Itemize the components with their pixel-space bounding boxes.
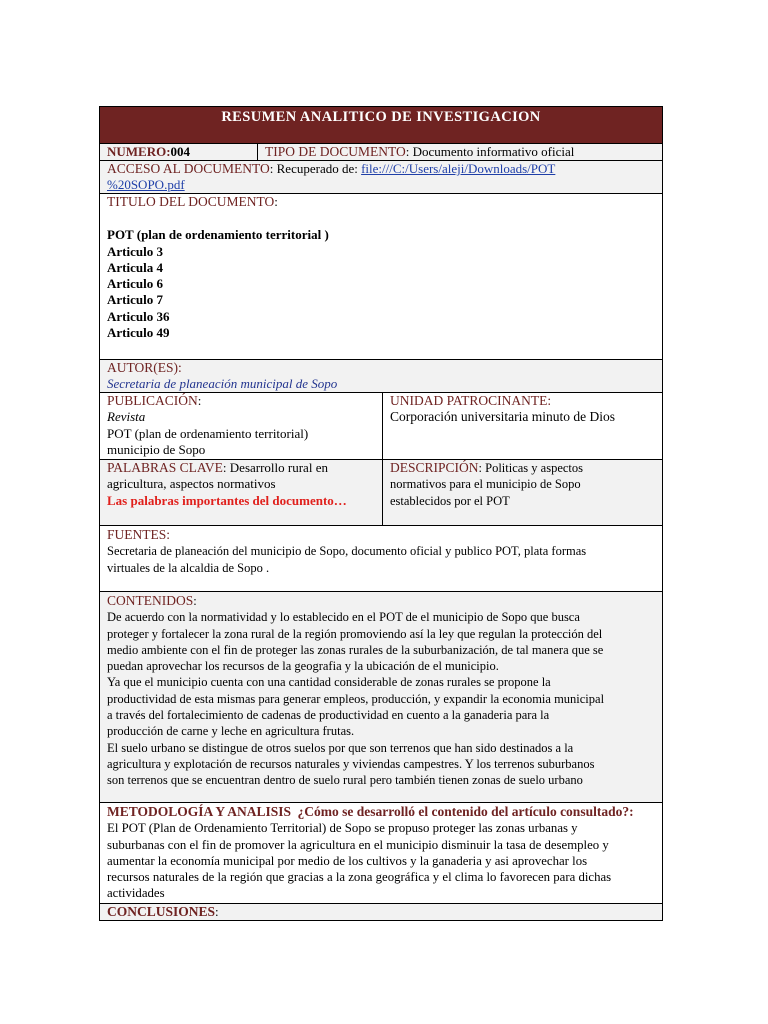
acceso-row — [99, 161, 663, 194]
contenidos-line: son terrenos que se encuentran dentro de suelo rural pero también tienen zonas de suelo urbano — [107, 773, 583, 788]
tipo-value: : Documento informativo oficial — [405, 144, 575, 159]
fuentes-row: FUENTES: Secretaria de planeación del municipio de Sopo, documento oficial y publico POT, plata formas virtuales de la alcaldia de Sopo . — [99, 526, 663, 592]
metodologia-question: ¿Cómo se desarrolló el contenido del artículo consultado?: — [297, 804, 634, 819]
numero-cell — [100, 144, 258, 160]
publicacion-line: municipio de Sopo — [107, 441, 206, 457]
palabras-cell: PALABRAS CLAVE: Desarrollo rural en agricultura, aspectos normativos Las palabras importantes del documento… — [100, 460, 383, 525]
palabras-label: PALABRAS CLAVE — [107, 460, 223, 475]
metodologia-line: actividades — [107, 886, 165, 901]
numero-value: 004 — [170, 144, 191, 159]
contenidos-line: productividad de esta mismas para generar empleos, producción, y expandir la economia municipal — [107, 691, 605, 706]
autor-row — [99, 360, 663, 393]
acceso-label: ACCESO AL DOCUMENTO — [107, 161, 270, 176]
tipo-label: TIPO DE DOCUMENTO — [265, 144, 406, 159]
contenidos-label: CONTENIDOS — [107, 593, 194, 608]
publicacion-line: POT (plan de ordenamiento territorial) — [107, 425, 309, 441]
unidad-cell — [383, 393, 662, 459]
descripcion-cell: DESCRIPCIÓN: Politicas y aspectos normativos para el municipio de Sopo establecidos por el POT — [390, 460, 584, 508]
conclusiones-label: CONCLUSIONES — [107, 904, 216, 919]
autor-value: Secretaria de planeación municipal de Sopo — [107, 376, 338, 392]
document-header — [99, 106, 663, 144]
numero-tipo-row — [99, 144, 663, 161]
unidad-value: Corporación universitaria minuto de Dios — [390, 409, 615, 425]
metodologia-label: METODOLOGÍA Y ANALISIS — [107, 804, 292, 819]
titulo-line: POT (plan de ordenamiento territorial ) — [107, 227, 329, 243]
publicacion-label: PUBLICACIÓN — [107, 393, 198, 408]
publicacion-cell: PUBLICACIÓN: Revista POT (plan de ordenamiento territorial) municipio de Sopo — [100, 393, 383, 459]
document-title: RESUMEN ANALITICO DE INVESTIGACION — [221, 109, 541, 125]
unidad-label: UNIDAD PATROCINANTE: — [390, 393, 552, 408]
titulo-line: Articula 4 — [107, 259, 163, 275]
titulo-line: Articulo 7 — [107, 292, 163, 308]
titulo-label: TITULO DEL DOCUMENTO — [107, 194, 275, 209]
tipo-cell — [258, 144, 662, 160]
numero-label: NUMERO: — [107, 144, 171, 159]
metodologia-line: aumentar la economía municipal por medio de los cultivos y la ganaderia y asi aprovechar los — [107, 853, 588, 868]
contenidos-line: medio ambiente con el fin de proteger las zonas rurales de la suburbanización, de tal manera que se — [107, 642, 604, 657]
publicacion-unidad-row — [99, 393, 663, 460]
titulo-line: Articulo 6 — [107, 276, 163, 292]
contenidos-line: El suelo urbano se distingue de otros suelos por que son terrenos que han sido destinados a la — [107, 740, 574, 755]
contenidos-line: proteger y fortalecer la zona rural de la región promoviendo así la ley que regulan la protección del — [107, 626, 603, 641]
titulo-line: Articulo 3 — [107, 243, 163, 259]
metodologia-line: suburbanas con el fin de promover la agricultura en el municipio disminuir la tasa de desempleo y — [107, 837, 609, 852]
fuentes-label: FUENTES: — [107, 527, 171, 542]
metodologia-line: El POT (Plan de Ordenamiento Territorial) de Sopo se propuso proteger las zonas urbanas y — [107, 821, 578, 836]
titulo-line: Articulo 36 — [107, 308, 170, 324]
autor-label: AUTOR(ES): — [107, 360, 182, 375]
palabras-descripcion-row — [99, 460, 663, 526]
rai-document — [99, 106, 663, 921]
contenidos-line: producción de carne y leche en agricultura frutas. — [107, 724, 355, 739]
contenidos-line: puedan aprovechar los recursos de la geografia y la ubicación de el municipio. — [107, 659, 499, 674]
metodologia-row — [99, 803, 663, 904]
contenidos-line: a través del fortalecimiento de cadenas de productividad en cuento a la ganaderia para la — [107, 708, 550, 723]
titulo-line: Articulo 49 — [107, 325, 170, 341]
descripcion-label: DESCRIPCIÓN — [390, 460, 479, 475]
titulo-row: TITULO DEL DOCUMENTO: POT (plan de ordenamiento territorial ) Articulo 3 Articula 4 Articulo 6 Articulo 7 Articulo 36 Articulo 49 — [99, 194, 663, 360]
contenidos-line: De acuerdo con la normatividad y lo establecido en el POT de el municipio de Sopo que busca — [107, 610, 580, 625]
contenidos-row: CONTENIDOS: De acuerdo con la normatividad y lo establecido en el POT de el municipio de Sopo que busca proteger y fortalecer la zona rural de la región promoviendo así la ley que regulan la protección del medio ambiente con el fin de proteger las zonas rurales de la suburbanización, de tal manera que se puedan aprovechar los recursos de la geografia y la ubicación de el municipio. Ya que el municipio cuenta con una cantidad considerable de zonas rurales se propone la productividad de esta mismas para generar empleos, producción, y expandir la economia municipal a través del fortalecimiento de cadenas de productividad en cuento a la ganaderia para la producción de carne y leche en agricultura frutas. El suelo urbano se distingue de otros suelos por que son terrenos que han sido destinados a la agricultura y explotación de recursos naturales y viviendas campestres. Y los terrenos suburbanos son terrenos que se encuentran dentro de suelo rural pero también tienen zonas de suelo urbano — [99, 592, 663, 803]
contenidos-line: agricultura y explotación de recursos naturales y viviendas campestres. Y los terrenos suburbanos — [107, 756, 595, 771]
contenidos-line: Ya que el municipio cuenta con una cantidad considerable de zonas rurales se propone la — [107, 675, 551, 690]
palabras-highlight: Las palabras importantes del documento… — [107, 492, 347, 508]
publicacion-type: Revista — [107, 409, 146, 425]
metodologia-line: recursos naturales de la región que gracias a la zona geográfica y el clima lo favorecen para dichas — [107, 870, 612, 885]
acceso-prefix: : Recuperado de: — [269, 161, 362, 176]
conclusiones-row: CONCLUSIONES: — [99, 904, 663, 921]
acceso-link[interactable]: file:///C:/Users/aleji/Downloads/POT %20SOPO.pdf — [107, 161, 556, 193]
